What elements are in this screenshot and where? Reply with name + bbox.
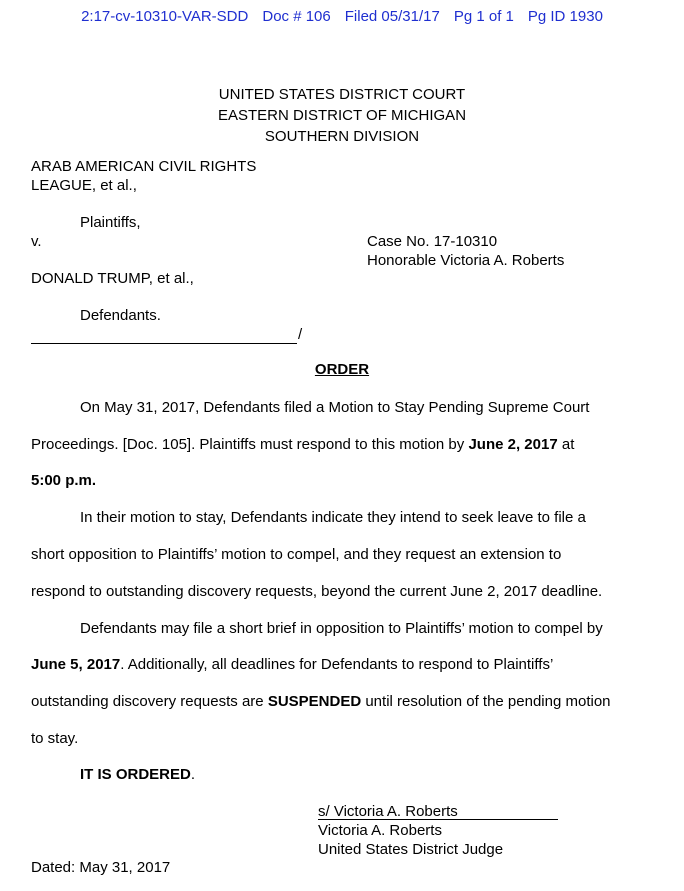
ecf-case-number: 2:17-cv-10310-VAR-SDD — [81, 8, 249, 25]
paragraph-3-line-3 — [31, 693, 611, 710]
it-is-ordered-period: . — [190, 766, 196, 783]
it-is-ordered — [80, 766, 195, 783]
document-title: ORDER — [314, 361, 370, 378]
ecf-header — [0, 8, 684, 25]
paragraph-3-text-c: until resolution of the pending motion — [361, 693, 611, 710]
caption-slash: / — [298, 326, 303, 343]
paragraph-1-text-end: at — [557, 436, 575, 453]
judge-title: United States District Judge — [318, 841, 504, 858]
dated-line: Dated: May 31, 2017 — [31, 859, 171, 876]
caption-divider-line — [31, 343, 297, 344]
electronic-signature: s/ Victoria A. Roberts — [318, 803, 458, 820]
paragraph-1-line-1: On May 31, 2017, Defendants filed a Motion to Stay Pending Supreme Court — [80, 399, 590, 416]
defendants-label: Defendants. — [80, 307, 161, 324]
case-number: Case No. 17-10310 — [367, 233, 498, 250]
court-heading — [0, 84, 684, 147]
judge-signature-name: Victoria A. Roberts — [318, 822, 442, 839]
suspended-emphasis: SUSPENDED — [267, 693, 362, 710]
plaintiffs-label: Plaintiffs, — [80, 214, 141, 231]
ecf-page-id: Pg ID 1930 — [527, 8, 603, 25]
court-name: UNITED STATES DISTRICT COURT — [218, 86, 466, 103]
signature-underline — [318, 819, 558, 820]
court-division: SOUTHERN DIVISION — [264, 128, 420, 145]
ecf-page-count: Pg 1 of 1 — [453, 8, 514, 25]
paragraph-3-text-a: outstanding discovery requests are — [31, 693, 268, 710]
defendant-name: DONALD TRUMP, et al., — [31, 270, 194, 287]
plaintiff-name-line2: LEAGUE, et al., — [31, 177, 137, 194]
paragraph-2-line-2: short opposition to Plaintiffs’ motion to compel, and they request an extension to — [31, 546, 562, 563]
versus-label: v. — [31, 233, 42, 250]
paragraph-2-line-3: respond to outstanding discovery requests, beyond the current June 2, 2017 deadline. — [31, 583, 603, 600]
judge-name: Honorable Victoria A. Roberts — [367, 252, 565, 269]
response-deadline-time: 5:00 p.m. — [31, 472, 97, 489]
it-is-ordered-text: IT IS ORDERED — [80, 766, 191, 783]
paragraph-3-line-1: Defendants may file a short brief in opposition to Plaintiffs’ motion to compel by — [80, 620, 603, 637]
ecf-doc-number: Doc # 106 — [262, 8, 331, 25]
paragraph-3-line-2 — [31, 656, 553, 673]
plaintiff-name-line1: ARAB AMERICAN CIVIL RIGHTS — [31, 158, 257, 175]
paragraph-1-line-3 — [31, 472, 96, 489]
response-deadline-date: June 2, 2017 — [468, 436, 558, 453]
court-district: EASTERN DISTRICT OF MICHIGAN — [217, 107, 467, 124]
paragraph-1-text: Proceedings. [Doc. 105]. Plaintiffs must respond to this motion by — [31, 436, 469, 453]
paragraph-3-line-4: to stay. — [31, 730, 79, 747]
brief-deadline-date: June 5, 2017 — [31, 656, 121, 673]
paragraph-2-line-1: In their motion to stay, Defendants indicate they intend to seek leave to file a — [80, 509, 586, 526]
paragraph-3-text: . Additionally, all deadlines for Defendants to respond to Plaintiffs’ — [120, 656, 554, 673]
paragraph-1-line-2 — [31, 436, 574, 453]
ecf-filed-date: Filed 05/31/17 — [344, 8, 440, 25]
